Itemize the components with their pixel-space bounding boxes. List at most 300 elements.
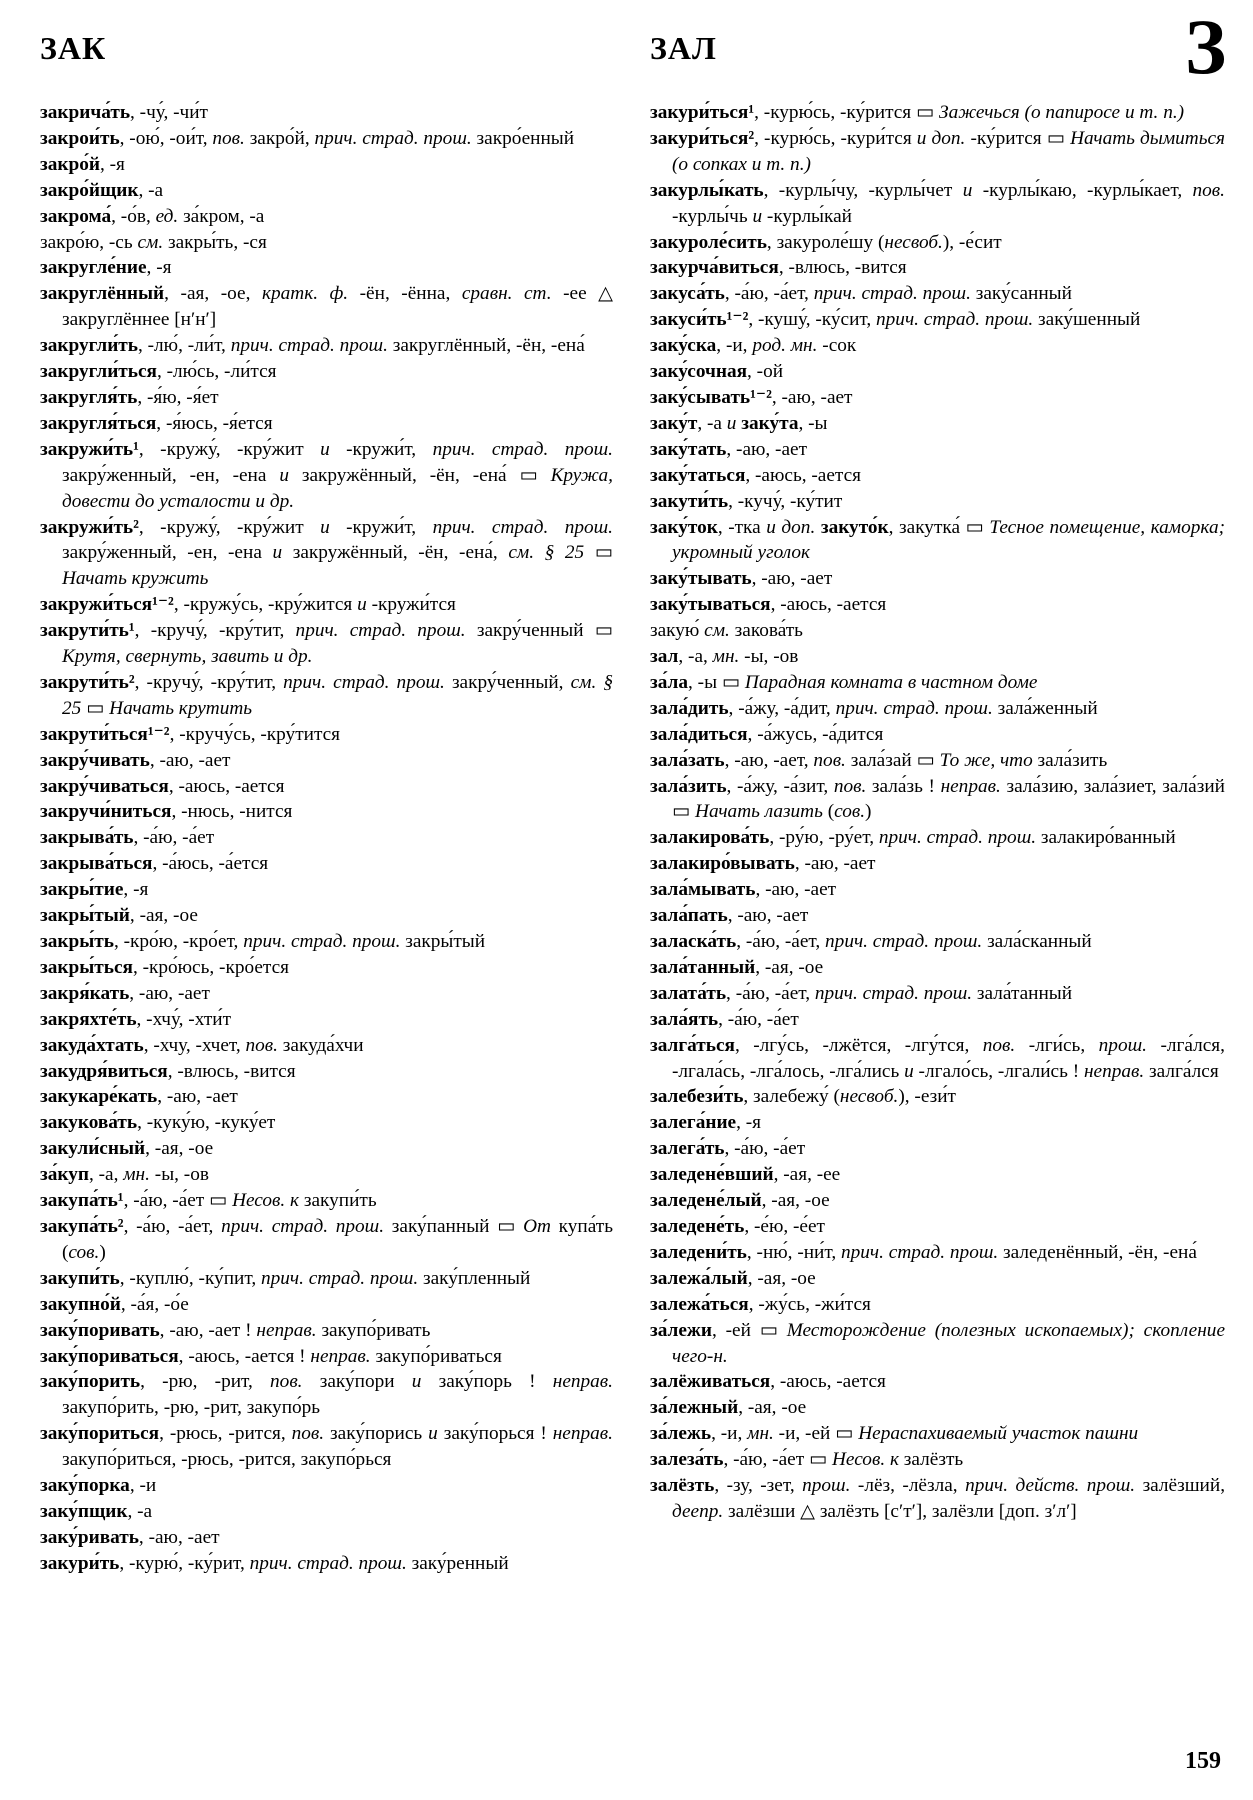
entry-text: -кружи́т, <box>329 438 433 460</box>
headword: закудря́виться <box>40 1060 168 1082</box>
headword: закружи́ться¹⁻² <box>40 594 174 616</box>
grammar-note: см. <box>570 671 597 693</box>
entry-text: , -ая, -ое <box>755 956 824 978</box>
grammar-note: пов. <box>833 775 867 797</box>
entry-text: закро́енный <box>471 127 575 149</box>
headword: закругли́ться <box>40 361 157 383</box>
headword: заку́ривать <box>40 1526 139 1548</box>
headword: закукова́ть <box>40 1112 138 1134</box>
headword: закрути́ть² <box>40 671 135 693</box>
entry-text: залёзший, <box>1135 1475 1226 1497</box>
entry-text: , -аюсь, -ается <box>168 775 285 797</box>
dictionary-entry <box>650 644 1225 670</box>
entry-text: зала́зь ! <box>866 775 941 797</box>
headword: заку́ска <box>650 335 717 357</box>
entry-text: , -рюсь, -рится, <box>159 1423 292 1445</box>
headword: закругле́ние <box>40 257 147 279</box>
grammar-note: неправ. <box>256 1319 317 1341</box>
headword: закря́кать <box>40 982 130 1004</box>
entry-text: -кружи́т, <box>329 516 433 538</box>
headword: заку́т <box>650 412 698 434</box>
entry-text: , -кушу́, -ку́сит, <box>748 309 877 331</box>
grammar-note: и <box>752 205 763 227</box>
dictionary-column-right <box>650 100 1225 1525</box>
entry-text: закружённый, -ён, -ена́, <box>282 542 509 564</box>
dictionary-entry <box>40 955 613 981</box>
grammar-note: см. <box>137 231 164 253</box>
grammar-note: прич. страд. прош. <box>814 982 973 1004</box>
dictionary-entry <box>650 178 1225 230</box>
headword: заку́та <box>741 412 799 434</box>
entry-text: , -и, <box>711 1423 748 1445</box>
grammar-note: прош. <box>802 1475 851 1497</box>
entry-text: , -аю, -ает <box>149 749 231 771</box>
dictionary-entry <box>40 437 613 515</box>
entry-text: заку́порься ! <box>437 1423 553 1445</box>
dictionary-entry <box>40 1369 613 1421</box>
headword: залеза́ть <box>650 1449 724 1471</box>
headword: за́куп <box>40 1164 89 1186</box>
grammar-note: прич. страд. прош. <box>825 931 983 952</box>
grammar-note: прич. страд. прош. <box>295 620 466 642</box>
entry-text: , -лгу́сь, -лжётся, -лгу́тся, <box>734 1034 983 1056</box>
entry-text: купа́ть ( <box>62 1215 614 1263</box>
entry-text: закруглённый, -ён, -ена́ <box>387 335 585 357</box>
headword: закрути́ть¹ <box>40 620 135 642</box>
dictionary-entry <box>650 748 1225 774</box>
dictionary-entry <box>650 774 1225 826</box>
dictionary-entry <box>650 255 1225 281</box>
grammar-note: То же, что <box>939 749 1033 771</box>
headword: залежа́лый <box>650 1267 748 1289</box>
entry-text: , -жу́сь, -жи́тся <box>748 1293 871 1315</box>
entry-text: закова́ть <box>729 620 803 642</box>
grammar-note: деепр. <box>672 1500 724 1522</box>
entry-text: закупо́риться, -рюсь, -рится, закупо́рься <box>62 1449 392 1471</box>
headword: закуроле́сить <box>650 231 767 253</box>
dictionary-entry <box>40 903 613 929</box>
grammar-note: и <box>904 1060 914 1082</box>
entry-text: , -ру́ю, -ру́ет, <box>769 827 879 849</box>
headword: заку́сывать¹⁻² <box>650 386 772 408</box>
grammar-note: пов. <box>212 127 245 149</box>
grammar-note: неправ. <box>552 1423 613 1445</box>
dictionary-entry <box>40 1421 613 1473</box>
grammar-note: и <box>357 594 367 616</box>
entry-text: зала́сканный <box>982 931 1092 952</box>
entry-text: , -ая, -ое, <box>164 283 262 305</box>
grammar-note: Несов. к <box>832 1449 899 1471</box>
entry-text: , -ая, -ое <box>145 1138 214 1160</box>
dictionary-entry <box>40 1499 613 1525</box>
dictionary-entry <box>40 592 613 618</box>
grammar-note: неправ. <box>1083 1060 1145 1082</box>
headword: закро́й <box>40 153 100 175</box>
headword: закрыва́ться <box>40 853 153 875</box>
headword: заледене́лый <box>650 1190 762 1212</box>
grammar-note: прич. страд. прош. <box>835 697 993 719</box>
entry-text: , -влюсь, -вится <box>167 1060 296 1082</box>
grammar-note: Кружа, довести до усталости и др. <box>62 464 614 512</box>
entry-text: , -кручу́сь, -кру́тится <box>169 723 341 745</box>
headword: закукаре́кать <box>40 1086 158 1108</box>
dictionary-entry <box>40 1525 613 1551</box>
dictionary-entry <box>650 1084 1225 1110</box>
headword: закули́сный <box>40 1138 146 1160</box>
entry-text: , -аю, -ает <box>157 1086 238 1108</box>
entry-text: -ы, -ов <box>149 1164 209 1186</box>
entry-text: , -курю́, -ку́рит, <box>119 1552 250 1574</box>
headword: зала́зать <box>650 749 725 771</box>
dictionary-entry <box>40 1551 613 1577</box>
dictionary-entry <box>40 929 613 955</box>
entry-text: , -ей ▭ <box>712 1319 787 1341</box>
grammar-note: Начать лазить <box>695 801 823 823</box>
entry-text: , -нюсь, -нится <box>171 801 293 823</box>
grammar-note: несвоб. <box>839 1086 899 1108</box>
entry-text: ▭ <box>584 542 614 564</box>
entry-text: , -аю, -ает <box>129 982 210 1004</box>
entry-text: , -аю, -ает ! <box>159 1319 257 1341</box>
headword: закряхте́ть <box>40 1008 137 1030</box>
headword: закрича́ть <box>40 102 131 123</box>
grammar-note: и <box>428 1423 438 1445</box>
entry-text: залга́лся <box>1144 1060 1219 1082</box>
entry-text: , -а́ю, -а́ет ▭ <box>123 1190 233 1212</box>
headword: залёзть <box>650 1475 715 1497</box>
headword: зала́дить <box>650 697 729 719</box>
grammar-note: сов. <box>68 1241 100 1263</box>
dictionary-entry <box>650 955 1225 981</box>
headword: закуси́ть¹⁻² <box>650 309 749 331</box>
entry-text: заку́пори <box>302 1371 412 1393</box>
dictionary-entry <box>40 1110 613 1136</box>
dictionary-entry <box>650 333 1225 359</box>
entry-text: -лёз, -лёзла, <box>850 1475 966 1497</box>
dictionary-entry <box>40 385 613 411</box>
entry-text: , -лю́, -ли́т, <box>137 335 231 357</box>
grammar-note: и доп. <box>766 516 816 538</box>
grammar-note: см. <box>508 542 535 564</box>
grammar-note: род. мн. <box>752 335 818 357</box>
grammar-note: прич. страд. прош. <box>230 335 388 357</box>
headword: за́лежи <box>650 1319 713 1341</box>
headword: закругля́ть <box>40 386 138 408</box>
entry-text: закры́тый <box>400 931 486 952</box>
entry-text: закру́ченный ▭ <box>465 620 614 642</box>
entry-text: , -тка <box>717 516 767 538</box>
entry-text: закупо́риваться <box>370 1345 502 1367</box>
grammar-note: прич. страд. прош. <box>432 438 613 460</box>
dictionary-entry <box>650 696 1225 722</box>
grammar-note: и <box>279 464 289 486</box>
entry-text: , -кружу́, -кру́жит <box>138 516 321 538</box>
grammar-note: пов. <box>270 1371 303 1393</box>
entry-text: , -кро́юсь, -кро́ется <box>132 956 289 978</box>
entry-text: закупо́рить, -рю, -рит, закупо́рь <box>62 1397 321 1419</box>
entry-text: заку́порись <box>324 1423 429 1445</box>
grammar-note: неправ. <box>552 1371 614 1393</box>
grammar-note: прич. страд. прош. <box>260 1267 419 1289</box>
dictionary-entry <box>650 1266 1225 1292</box>
grammar-note: § 25 <box>62 671 613 719</box>
dictionary-entry <box>650 903 1225 929</box>
entry-text: , -ы <box>798 412 828 434</box>
grammar-note: и <box>320 438 330 460</box>
entry-text: закру́женный, -ен, -ена <box>62 464 280 486</box>
headword: за́лежный <box>650 1397 739 1419</box>
dictionary-entry <box>650 1136 1225 1162</box>
headword: зала́мывать <box>650 879 756 901</box>
entry-text: заку́ренный <box>406 1552 509 1574</box>
grammar-note: и доп. <box>916 127 966 149</box>
entry-text: , -а́ю, -а́ет <box>724 1138 806 1160</box>
headword: залата́ть <box>650 982 727 1004</box>
entry-text: -курлы́чь <box>672 205 753 227</box>
entry-text: , -а́ю, -а́ет, <box>724 283 814 305</box>
dictionary-entry <box>40 152 613 178</box>
entry-text: -кружи́тся <box>366 594 456 616</box>
entry-text: , -а́ю, -а́ет, <box>123 1215 222 1237</box>
headword: закру́чиваться <box>40 775 169 797</box>
entry-text: закупи́ть <box>299 1190 377 1212</box>
entry-text: ( <box>822 801 835 823</box>
headword: за́ла <box>650 671 689 693</box>
entry-text: , -лю́сь, -ли́тся <box>156 361 277 383</box>
headword: заку́пориться <box>40 1423 160 1445</box>
headword: зала́ять <box>650 1008 719 1030</box>
grammar-note: пов. <box>982 1034 1016 1056</box>
dictionary-entry <box>650 359 1225 385</box>
dictionary-entry <box>650 1110 1225 1136</box>
grammar-note: и <box>411 1371 422 1393</box>
dictionary-entry <box>40 255 613 281</box>
entry-text: , -куплю́, -ку́пит, <box>119 1267 261 1289</box>
entry-text: , закутка́ ▭ <box>888 516 990 538</box>
grammar-note: ед. <box>155 205 179 227</box>
entry-text: , -а <box>138 179 164 201</box>
entry-text: залёзши △ залёзть [сʹтʹ], залёзли [доп. зʹлʹ] <box>723 1500 1077 1522</box>
entry-text: , -аю, -ает <box>726 438 808 460</box>
grammar-note: прич. страд. прош. <box>249 1552 407 1574</box>
entry-text: , -кружу́, -кру́жит <box>138 438 321 460</box>
headword: закрои́ть <box>40 127 120 149</box>
dictionary-entry <box>650 722 1225 748</box>
entry-text: , -ню́, -ни́т, <box>746 1241 841 1263</box>
headword: зала́зить <box>650 775 727 797</box>
entry-text: , -хчу́, -хти́т <box>136 1008 232 1030</box>
dictionary-entry <box>40 281 613 333</box>
grammar-note: прич. страд. прош. <box>813 283 971 305</box>
dictionary-entry <box>40 1059 613 1085</box>
grammar-note: От <box>523 1215 551 1237</box>
dictionary-entry <box>40 359 613 385</box>
entry-text: , -я <box>146 257 172 279</box>
entry-text <box>534 542 545 563</box>
entry-text: , -аю, -ает <box>138 1526 220 1548</box>
dictionary-entry <box>650 592 1225 618</box>
entry-text: ), -ези́т <box>898 1086 956 1108</box>
entry-text: , -ая, -ее <box>773 1164 841 1186</box>
dictionary-entry <box>40 1162 613 1188</box>
headword: заледене́ть <box>650 1215 745 1237</box>
dictionary-entry <box>650 230 1225 256</box>
grammar-note: Нераспахиваемый участок пашни <box>858 1423 1139 1445</box>
headword: залега́ние <box>650 1112 737 1134</box>
dictionary-entry <box>40 204 613 230</box>
grammar-note: мн. <box>747 1423 774 1445</box>
entry-text: закуда́хчи <box>277 1034 364 1056</box>
dictionary-entry <box>40 851 613 877</box>
entry-text: зала́женный <box>992 697 1098 719</box>
headword: закругля́ться <box>40 412 157 434</box>
entry-text: , -а́я, -о́е <box>120 1293 189 1315</box>
dictionary-entry <box>40 126 613 152</box>
dictionary-entry <box>650 1447 1225 1473</box>
headword: заку́порить <box>40 1371 141 1393</box>
entry-text: , -аюсь, -ается <box>745 464 862 486</box>
entry-text: , -а́жу, -а́зит, <box>726 775 834 797</box>
dictionary-entry <box>650 1369 1225 1395</box>
grammar-note: сравн. ст. <box>461 283 552 305</box>
dictionary-entry <box>650 566 1225 592</box>
headword: закури́ться¹ <box>650 102 755 123</box>
headword: закуса́ть <box>650 283 725 305</box>
entry-text: , -я́ю, -я́ет <box>137 386 219 408</box>
page-number: 159 <box>1185 1748 1221 1774</box>
entry-text: закро́й, <box>244 127 315 149</box>
entry-text: , -курю́сь, -кури́тся <box>754 127 917 149</box>
dictionary-entry <box>650 281 1225 307</box>
dictionary-entry <box>40 515 613 593</box>
dictionary-entry <box>40 670 613 722</box>
grammar-note: см. <box>704 620 730 642</box>
entry-text: зала́зай ▭ <box>845 749 940 771</box>
grammar-note: несвоб. <box>884 231 943 253</box>
grammar-note: прич. страд. прош. <box>432 516 613 538</box>
grammar-note: прич. страд. прош. <box>841 1241 999 1263</box>
grammar-note: и <box>272 542 283 564</box>
dictionary-entry <box>650 1214 1225 1240</box>
entry-text: закружённый, -ён, -ена́ ▭ <box>288 464 551 486</box>
entry-text: , -а́ю, -а́ет, <box>726 982 815 1004</box>
dictionary-entry <box>650 1318 1225 1370</box>
headword: заку́пщик <box>40 1500 128 1522</box>
entry-text: , -куку́ю, -куку́ет <box>137 1112 276 1134</box>
dictionary-entry <box>650 929 1225 955</box>
grammar-note: Месторождение (полезных ископаемых); скопление чего-н. <box>672 1319 1225 1367</box>
entry-text: -и, -ей ▭ <box>773 1423 859 1445</box>
entry-text: зала́зию, зала́зиет, зала́зий ▭ <box>672 775 1225 823</box>
entry-text: , -а <box>127 1500 153 1522</box>
headword: заку́ток <box>650 516 718 538</box>
entry-text: , -о́в, <box>111 205 156 227</box>
entry-text: , -кручу́, -кру́тит, <box>134 620 296 642</box>
entry-text: , -аю, -ает <box>727 905 809 927</box>
headword: заку́порка <box>40 1475 130 1497</box>
entry-text: -лги́сь, <box>1015 1034 1099 1056</box>
grammar-note: прич. страд. прош. <box>314 127 472 149</box>
dictionary-entry <box>40 333 613 359</box>
dictionary-entry <box>40 1344 613 1370</box>
entry-text: , -ы ▭ <box>688 671 745 693</box>
entry-text: , -хчу, -хчет, <box>143 1034 246 1056</box>
headword: залакирова́ть <box>650 827 770 849</box>
entry-text: -сок <box>817 335 857 357</box>
headword: закро́йщик <box>40 179 139 201</box>
grammar-note: прич. страд. прош. <box>243 931 401 952</box>
dictionary-entry <box>40 1473 613 1499</box>
grammar-note: Несов. к <box>232 1190 300 1212</box>
grammar-note: Начать кружить <box>62 568 209 590</box>
entry-text: за́кром, -а <box>178 205 265 227</box>
entry-text: ) <box>865 801 872 823</box>
headword: залежа́ться <box>650 1293 749 1315</box>
dictionary-entry <box>40 799 613 825</box>
entry-text: -ку́рится ▭ <box>965 127 1071 149</box>
dictionary-entry <box>650 437 1225 463</box>
dictionary-entry <box>40 230 613 256</box>
entry-text: заку́шенный <box>1033 309 1141 331</box>
dictionary-entry <box>40 1318 613 1344</box>
entry-text: , -е́ю, -е́ет <box>744 1215 825 1237</box>
grammar-note: и <box>962 179 973 201</box>
headword: заку́пориваться <box>40 1345 179 1367</box>
headword: закру́чивать <box>40 749 150 771</box>
entry-text: , -аюсь, -ается <box>770 1371 886 1393</box>
dictionary-entry <box>40 178 613 204</box>
entry-text: , -я́юсь, -я́ется <box>156 412 273 434</box>
entry-text: , -а́ю, -а́ет, <box>736 931 826 952</box>
headword: закури́ться² <box>650 127 755 149</box>
entry-text: , -а, <box>88 1164 124 1186</box>
entry-text: закую́ <box>650 620 705 642</box>
headword: закуто́к <box>820 516 889 538</box>
grammar-note: прош. <box>1098 1034 1147 1056</box>
entry-text: -ён, -ённа, <box>348 283 462 305</box>
entry-text: закро́ю, -сь <box>40 231 138 253</box>
grammar-note: прич. страд. прош. <box>878 827 1037 849</box>
dictionary-entry <box>650 1421 1225 1447</box>
grammar-note: Зажечься (о папиросе и т. п.) <box>939 102 1185 123</box>
entry-text: -курлы́кай <box>762 205 852 227</box>
grammar-note: пов. <box>245 1034 278 1056</box>
dictionary-entry <box>650 307 1225 333</box>
entry-text: , -а, <box>678 646 713 668</box>
dictionary-entry <box>650 100 1225 126</box>
entry-text: заледенённый, -ён, -ена́ <box>998 1241 1197 1263</box>
entry-text: , -и, <box>716 335 753 357</box>
dictionary-entry <box>650 1395 1225 1421</box>
entry-text: , -ою́, -ои́т, <box>119 127 213 149</box>
entry-text: ), -е́сит <box>942 231 1002 253</box>
entry-text: ) <box>99 1241 106 1263</box>
entry-text: , -ая, -ое <box>747 1267 816 1289</box>
headword: заку́таться <box>650 464 746 486</box>
headword: заку́сочная <box>650 361 748 383</box>
dictionary-entry <box>650 670 1225 696</box>
headword: залега́ть <box>650 1138 725 1160</box>
headword: закуда́хтать <box>40 1034 144 1056</box>
grammar-note: Парадная комната в частном доме <box>744 671 1038 693</box>
grammar-note: прич. действ. прош. <box>965 1475 1136 1497</box>
entry-text: , -а́ю, -а́ет <box>718 1008 799 1030</box>
dictionary-entry <box>40 748 613 774</box>
grammar-note: и <box>320 516 330 538</box>
dictionary-entry <box>650 126 1225 178</box>
entry-text: , -кучу́, -ку́тит <box>728 490 843 512</box>
dictionary-entry <box>650 825 1225 851</box>
